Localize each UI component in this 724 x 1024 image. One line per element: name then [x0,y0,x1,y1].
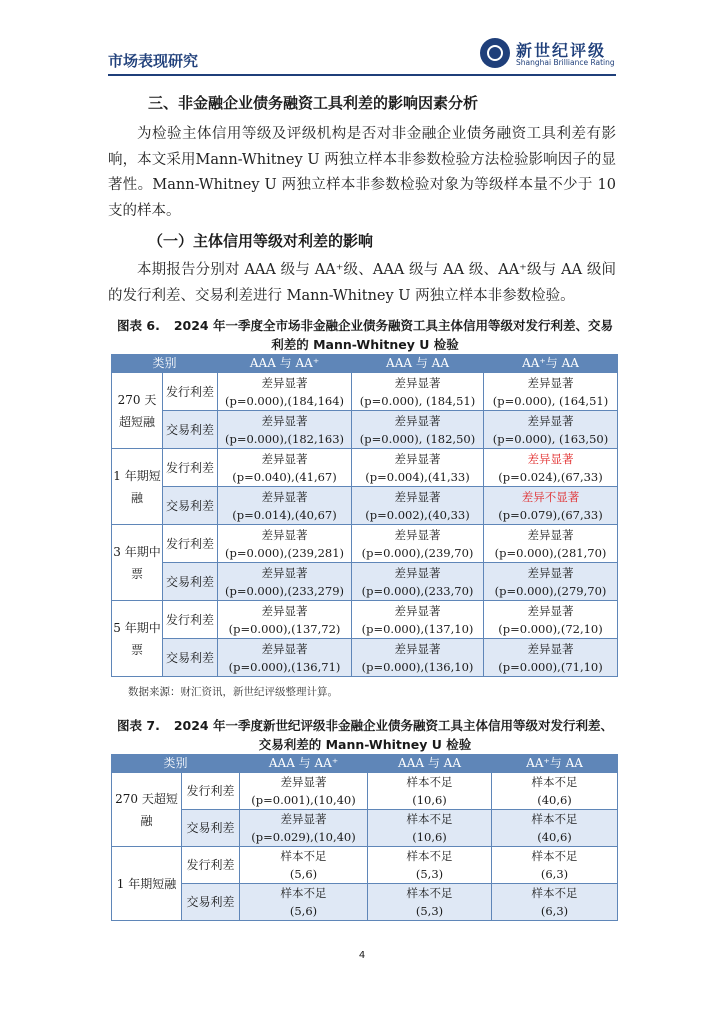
logo-seal-icon [480,38,510,68]
table-row [112,411,618,449]
section-title: 市场表现研究 [108,52,199,70]
significance-label: 差异显著 [394,603,441,618]
table-row [112,525,618,563]
significance-label: 差异显著 [394,451,441,466]
test-statistic: (5,3) [415,867,444,881]
test-statistic: (p=0.000),(137,10) [361,621,474,636]
test-result-cell [492,810,618,847]
spread-type: 发行利差 [163,373,218,411]
test-result-cell [484,639,618,677]
test-statistic: (p=0.000),(136,10) [361,659,474,674]
table6-header-row [112,355,618,373]
significance-label: 差异显著 [261,641,308,656]
significance-label: 样本不足 [531,775,578,789]
table7-header-1: AAA 与 AA⁺ [240,755,368,773]
test-statistic: (10,6) [412,793,447,807]
significance-label: 差异显著 [527,413,574,428]
table6-caption-text: 2024 年一季度全市场非金融企业债务融资工具主体信用等级对发行利差、交易利差的 Mann-Whitney U 检验 [173,318,613,352]
table7-header-0: 类别 [112,755,240,773]
test-result-cell [240,810,368,847]
significance-label: 样本不足 [406,849,453,863]
significance-label: 样本不足 [531,849,578,863]
significance-label: 差异显著 [527,603,574,618]
page-number: 4 [358,950,366,961]
table6-header-0: 类别 [112,355,218,373]
significance-label: 差异不显著 [521,489,580,504]
test-statistic: (p=0.000),(136,71) [228,659,341,674]
significance-label: 样本不足 [280,849,327,863]
significance-label: 样本不足 [531,886,578,900]
test-result-cell [240,884,368,921]
intro-paragraph: 为检验主体信用等级及评级机构是否对非金融企业债务融资工具利差有影响，本文采用Mann-Whitney U 两独立样本非参数检验方法检验影响因子的显著性。Mann-Whitney U 两独立样本非参数检验对象为等级样本量不少于 10 支的样本。 [108,126,616,219]
test-result-cell [218,411,352,449]
test-statistic: (p=0.000), (164,51) [492,393,609,408]
table7-caption [112,716,618,754]
table7-header-3: AA⁺与 AA [492,755,618,773]
test-statistic: (10,6) [412,830,447,844]
table7-header-row [112,755,618,773]
test-statistic: (p=0.000),(281,70) [494,545,607,560]
test-statistic: (p=0.000),(182,163) [224,431,345,446]
significance-label: 差异显著 [527,527,574,542]
test-statistic: (p=0.000),(239,70) [361,545,474,560]
spread-type: 发行利差 [163,601,218,639]
table-row [112,639,618,677]
spread-type: 交易利差 [182,810,240,847]
subsection-heading: （一）主体信用等级对利差的影响 [148,232,374,250]
test-statistic: (p=0.000), (184,51) [359,393,476,408]
test-result-cell [484,563,618,601]
table7-caption-text: 2024 年一季度新世纪评级非金融企业债务融资工具主体信用等级对发行利差、交易利差的 Mann-Whitney U 检验 [173,718,613,752]
brand-logo [480,36,620,72]
significance-label: 差异显著 [261,375,308,390]
test-statistic: (40,6) [537,830,572,844]
test-result-cell [352,373,484,411]
logo-name-cn: 新世纪评级 [516,41,607,60]
significance-label: 差异显著 [261,413,308,428]
test-result-cell [352,639,484,677]
table-row [112,449,618,487]
table7 [111,754,618,921]
significance-label: 差异显著 [527,641,574,656]
significance-label: 差异显著 [527,565,574,580]
test-result-cell [352,525,484,563]
test-result-cell [484,449,618,487]
test-statistic: (p=0.000),(233,70) [361,583,474,598]
spread-type: 交易利差 [182,884,240,921]
table-row [112,847,618,884]
test-statistic: (p=0.000),(279,70) [494,583,607,598]
row-category: 3 年期中票 [112,525,163,601]
logo-name-en: Shanghai Brilliance Rating [516,58,615,67]
significance-label: 样本不足 [406,812,453,826]
significance-label: 差异显著 [261,565,308,580]
row-category: 1 年期短融 [112,449,163,525]
significance-label: 样本不足 [280,886,327,900]
test-statistic: (p=0.000),(239,281) [224,545,345,560]
significance-label: 差异显著 [394,375,441,390]
test-statistic: (p=0.000),(72,10) [498,621,603,636]
test-result-cell [484,487,618,525]
test-statistic: (p=0.000), (163,50) [492,431,609,446]
test-result-cell [352,563,484,601]
table6-header-1: AAA 与 AA⁺ [218,355,352,373]
spread-type: 发行利差 [182,773,240,810]
table-row [112,563,618,601]
significance-label: 差异显著 [261,451,308,466]
table-row [112,373,618,411]
test-result-cell [218,563,352,601]
significance-label: 差异显著 [394,413,441,428]
test-result-cell [218,487,352,525]
test-statistic: (p=0.000),(71,10) [498,659,603,674]
row-category: 270 天超短融 [112,773,182,847]
significance-label: 差异显著 [394,527,441,542]
significance-label: 差异显著 [280,775,327,789]
table7-caption-number: 图表 7. [117,718,160,733]
significance-label: 样本不足 [406,886,453,900]
row-category: 270 天超短融 [112,373,163,449]
test-result-cell [218,639,352,677]
test-result-cell [218,449,352,487]
test-result-cell [484,411,618,449]
table-row [112,601,618,639]
significance-label: 差异显著 [394,641,441,656]
test-result-cell [218,525,352,563]
significance-label: 差异显著 [280,812,327,826]
test-result-cell [240,847,368,884]
test-statistic: (p=0.029),(10,40) [251,830,356,844]
test-statistic: (p=0.004),(41,33) [365,469,470,484]
test-result-cell [352,601,484,639]
table6-header-2: AAA 与 AA [352,355,484,373]
table-row [112,773,618,810]
test-result-cell [368,884,492,921]
test-result-cell [368,847,492,884]
significance-label: 差异显著 [394,489,441,504]
test-result-cell [218,373,352,411]
row-category: 1 年期短融 [112,847,182,921]
spread-type: 发行利差 [182,847,240,884]
test-statistic: (6,3) [540,867,569,881]
test-statistic: (p=0.014),(40,67) [232,507,337,522]
test-statistic: (5,3) [415,904,444,918]
test-statistic: (p=0.000),(233,279) [224,583,345,598]
subsection-paragraph: 本期报告分别对 AAA 级与 AA⁺级、AAA 级与 AA 级、AA⁺级与 AA 级间的发行利差、交易利差进行 Mann-Whitney U 两独立样本非参数检验。 [108,262,616,304]
test-result-cell [240,773,368,810]
test-statistic: (40,6) [537,793,572,807]
test-result-cell [218,601,352,639]
test-statistic: (p=0.001),(10,40) [251,793,356,807]
spread-type: 交易利差 [163,487,218,525]
table-row [112,884,618,921]
test-result-cell [492,847,618,884]
test-statistic: (5,6) [289,904,318,918]
test-result-cell [368,773,492,810]
significance-label: 差异显著 [527,375,574,390]
header-divider [108,74,616,76]
spread-type: 交易利差 [163,411,218,449]
test-statistic: (p=0.002),(40,33) [365,507,470,522]
test-result-cell [352,411,484,449]
section-heading: 三、非金融企业债务融资工具利差的影响因素分析 [148,94,479,112]
significance-label: 差异显著 [261,527,308,542]
spread-type: 发行利差 [163,525,218,563]
significance-label: 样本不足 [406,775,453,789]
significance-label: 差异显著 [394,565,441,580]
test-result-cell [484,373,618,411]
test-result-cell [484,601,618,639]
table6-header-3: AA⁺与 AA [484,355,618,373]
test-result-cell [352,487,484,525]
spread-type: 发行利差 [163,449,218,487]
test-result-cell [492,884,618,921]
table-row [112,487,618,525]
test-statistic: (p=0.000),(184,164) [224,393,345,408]
significance-label: 差异显著 [261,603,308,618]
significance-label: 样本不足 [531,812,578,826]
test-statistic: (6,3) [540,904,569,918]
test-statistic: (p=0.024),(67,33) [498,469,603,484]
test-result-cell [492,773,618,810]
table6-caption-number: 图表 6. [117,318,160,333]
test-result-cell [352,449,484,487]
table-row [112,810,618,847]
test-statistic: (p=0.079),(67,33) [498,507,603,522]
significance-label: 差异显著 [527,451,574,466]
test-result-cell [484,525,618,563]
source-note: 数据来源：财汇资讯，新世纪评级整理计算。 [128,686,338,698]
significance-label: 差异显著 [261,489,308,504]
row-category: 5 年期中票 [112,601,163,677]
test-statistic: (5,6) [289,867,318,881]
test-statistic: (p=0.040),(41,67) [232,469,337,484]
spread-type: 交易利差 [163,563,218,601]
test-statistic: (p=0.000), (182,50) [359,431,476,446]
page-header [108,36,616,76]
test-statistic: (p=0.000),(137,72) [228,621,341,636]
test-result-cell [368,810,492,847]
table7-header-2: AAA 与 AA [368,755,492,773]
spread-type: 交易利差 [163,639,218,677]
table6 [111,354,618,677]
table6-caption [112,316,618,354]
